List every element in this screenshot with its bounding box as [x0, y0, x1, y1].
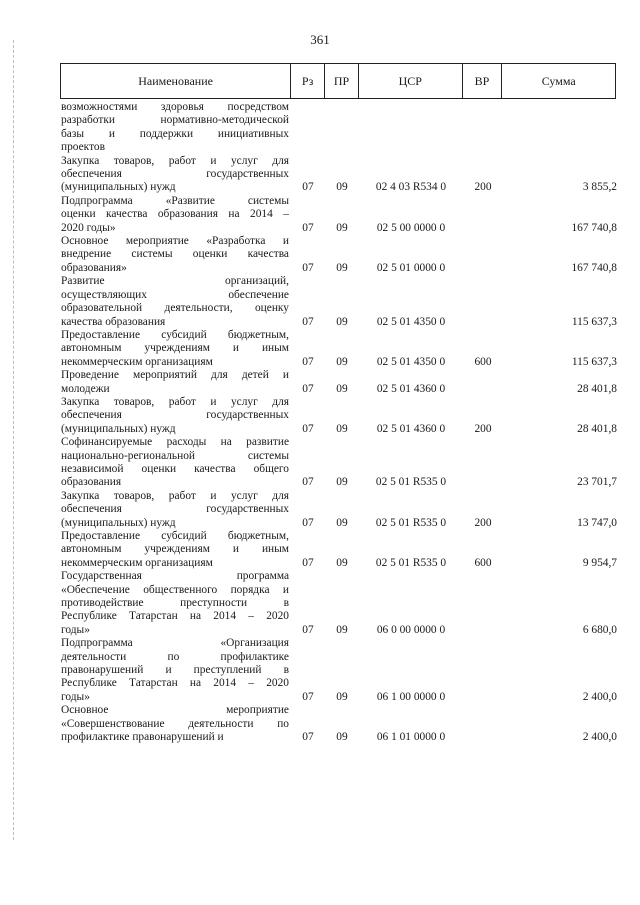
column-header-vr: ВР [462, 64, 502, 98]
table-row [61, 490, 617, 530]
row-pr-cell: 09 [336, 221, 348, 234]
row-name-line: (муниципальных) нужд [61, 516, 176, 529]
row-sum-cell: 23 701,7 [577, 476, 617, 489]
row-sum-cell: 9 954,7 [582, 556, 617, 569]
row-name-line: обеспечения государственных [61, 168, 289, 181]
row-csr-cell: 02 5 01 4360 0 [376, 422, 446, 435]
row-pr-cell: 09 [336, 476, 348, 489]
row-sum-cell: 3 855,2 [582, 181, 617, 194]
row-rz-cell: 07 [302, 382, 314, 395]
row-name-line: обеспечения государственных [61, 409, 289, 422]
row-vr-cell: 200 [474, 422, 492, 435]
row-sum-cell: 2 400,0 [582, 690, 617, 703]
row-pr-cell: 09 [336, 261, 348, 274]
row-sum-cell: 28 401,8 [577, 382, 617, 395]
row-name-line: разработки нормативно-методической [61, 114, 289, 127]
row-pr-cell: 09 [336, 422, 348, 435]
row-name-line: базы и поддержки инициативных [61, 127, 289, 140]
row-name-line: качества образования [61, 315, 166, 328]
row-name-line: оценки качества образования на 2014 – [61, 208, 289, 221]
row-name-line: противодействие преступности в [61, 597, 289, 610]
table-row [61, 101, 617, 155]
row-rz-cell: 07 [302, 422, 314, 435]
table-row [61, 275, 617, 329]
row-name-line: «Обеспечение общественного порядка и [61, 583, 289, 596]
row-pr-cell: 09 [336, 516, 348, 529]
table-row [61, 235, 617, 275]
row-name-line: Закупка товаров, работ и услуг для [61, 154, 289, 167]
table-body [61, 101, 617, 745]
row-name-cell [61, 530, 291, 570]
row-csr-cell: 02 5 01 4350 0 [376, 315, 446, 328]
row-name-line: Основное мероприятие «Разработка и [61, 235, 289, 248]
row-rz-cell: 07 [302, 623, 314, 636]
row-rz-cell: 07 [302, 315, 314, 328]
table-row [61, 530, 617, 570]
row-name-line: правонарушений и преступлений в [61, 664, 289, 677]
row-name-line: образовательной деятельности, оценку [61, 302, 289, 315]
table-row [61, 637, 617, 704]
row-rz-cell: 07 [302, 221, 314, 234]
row-pr-cell: 09 [336, 623, 348, 636]
row-sum-cell: 115 637,3 [571, 355, 617, 368]
row-pr-cell: 09 [336, 556, 348, 569]
row-name-line: некоммерческим организациям [61, 556, 213, 569]
row-name-line: Развитие организаций, [61, 275, 289, 288]
row-name-line: (муниципальных) нужд [61, 181, 176, 194]
row-rz-cell: 07 [302, 355, 314, 368]
row-rz-cell: 07 [302, 556, 314, 569]
row-name-line: «Совершенствование деятельности по [61, 717, 289, 730]
row-name-line: Проведение мероприятий для детей и [61, 369, 289, 382]
column-header-pr: ПР [324, 64, 358, 98]
row-name-cell [61, 396, 291, 436]
row-pr-cell: 09 [336, 181, 348, 194]
row-vr-cell: 200 [474, 516, 492, 529]
row-name-line: независимой оценки качества общего [61, 462, 289, 475]
table-row [61, 704, 617, 744]
row-csr-cell: 02 5 01 0000 0 [376, 261, 446, 274]
column-header-rz: Рз [290, 64, 324, 98]
table-row [61, 436, 617, 490]
table-row [61, 369, 617, 396]
row-csr-cell: 02 4 03 R534 0 [375, 181, 447, 194]
row-name-line: 2020 годы» [61, 221, 116, 234]
table-header [60, 63, 616, 99]
row-name-cell [61, 490, 291, 530]
row-name-cell [61, 436, 291, 490]
row-name-cell [61, 637, 291, 704]
row-sum-cell: 167 740,8 [571, 221, 617, 234]
row-name-cell [61, 195, 291, 235]
row-sum-cell: 115 637,3 [571, 315, 617, 328]
row-pr-cell: 09 [336, 355, 348, 368]
row-csr-cell: 06 0 00 0000 0 [376, 623, 446, 636]
row-name-line: Закупка товаров, работ и услуг для [61, 489, 289, 502]
row-csr-cell: 06 1 01 0000 0 [376, 731, 446, 744]
row-name-cell [61, 570, 291, 637]
row-name-line: годы» [61, 623, 90, 636]
row-csr-cell: 02 5 01 R535 0 [375, 556, 447, 569]
row-sum-cell: 28 401,8 [577, 422, 617, 435]
table-row [61, 155, 617, 195]
row-pr-cell: 09 [336, 690, 348, 703]
row-name-line: обеспечения государственных [61, 503, 289, 516]
row-csr-cell: 02 5 01 4350 0 [376, 355, 446, 368]
row-sum-cell: 6 680,0 [582, 623, 617, 636]
row-csr-cell: 02 5 01 R535 0 [375, 476, 447, 489]
row-name-line: проектов [61, 141, 105, 154]
row-pr-cell: 09 [336, 315, 348, 328]
row-name-cell [61, 369, 291, 396]
row-name-line: Предоставление субсидий бюджетным, [61, 530, 289, 542]
row-sum-cell: 2 400,0 [582, 731, 617, 744]
row-name-cell [61, 235, 291, 275]
row-csr-cell: 02 5 01 4360 0 [376, 382, 446, 395]
row-rz-cell: 07 [302, 731, 314, 744]
binding-margin-line [13, 40, 14, 840]
row-name-cell [61, 155, 291, 195]
row-vr-cell: 600 [474, 556, 492, 569]
row-name-line: Государственная программа [61, 570, 289, 583]
column-header-sum: Сумма [501, 64, 615, 98]
row-name-cell [61, 275, 291, 329]
row-name-line: Софинансируемые расходы на развитие [61, 436, 289, 449]
row-name-line: молодежи [61, 382, 110, 395]
row-name-line: профилактике правонарушений и [61, 731, 224, 744]
table-row [61, 329, 617, 369]
row-vr-cell: 200 [474, 181, 492, 194]
row-name-line: Республике Татарстан на 2014 – 2020 [61, 610, 289, 623]
row-name-line: Подпрограмма «Развитие системы [61, 194, 289, 207]
row-name-line: национально-региональной системы [61, 449, 289, 462]
page-number: 361 [310, 32, 330, 47]
row-name-cell [61, 101, 291, 155]
row-sum-cell: 167 740,8 [571, 261, 617, 274]
row-pr-cell: 09 [336, 382, 348, 395]
row-vr-cell: 600 [474, 355, 492, 368]
row-name-line: внедрение системы оценки качества [61, 248, 289, 261]
row-name-line: Основное мероприятие [61, 704, 289, 717]
row-name-line: (муниципальных) нужд [61, 422, 176, 435]
row-pr-cell: 09 [336, 731, 348, 744]
row-name-line: осуществляющих обеспечение [61, 288, 289, 301]
column-header-csr: ЦСР [358, 64, 462, 98]
row-sum-cell: 13 747,0 [577, 516, 617, 529]
row-name-line: Предоставление субсидий бюджетным, [61, 328, 289, 341]
row-csr-cell: 02 5 00 0000 0 [376, 221, 446, 234]
table-row [61, 195, 617, 235]
row-rz-cell: 07 [302, 516, 314, 529]
row-name-line: Закупка товаров, работ и услуг для [61, 395, 289, 408]
row-name-cell [61, 704, 291, 744]
row-name-line: Подпрограмма «Организация [61, 637, 289, 650]
row-name-line: образования [61, 476, 122, 489]
row-name-line: деятельности по профилактике [61, 650, 289, 663]
row-rz-cell: 07 [302, 261, 314, 274]
row-name-line: автономным учреждениям и иным [61, 543, 289, 556]
row-rz-cell: 07 [302, 690, 314, 703]
row-name-cell [61, 329, 291, 369]
row-name-line: возможностями здоровья посредством [61, 101, 289, 113]
row-name-line: автономным учреждениям и иным [61, 342, 289, 355]
table-row [61, 396, 617, 436]
column-header-name: Наименование [138, 73, 213, 88]
row-csr-cell: 06 1 00 0000 0 [376, 690, 446, 703]
row-csr-cell: 02 5 01 R535 0 [375, 516, 447, 529]
table-row [61, 570, 617, 637]
row-rz-cell: 07 [302, 181, 314, 194]
row-name-line: годы» [61, 690, 90, 703]
row-name-line: Республике Татарстан на 2014 – 2020 [61, 677, 289, 690]
row-name-line: образования» [61, 261, 127, 274]
row-rz-cell: 07 [302, 476, 314, 489]
row-name-line: некоммерческим организациям [61, 355, 213, 368]
